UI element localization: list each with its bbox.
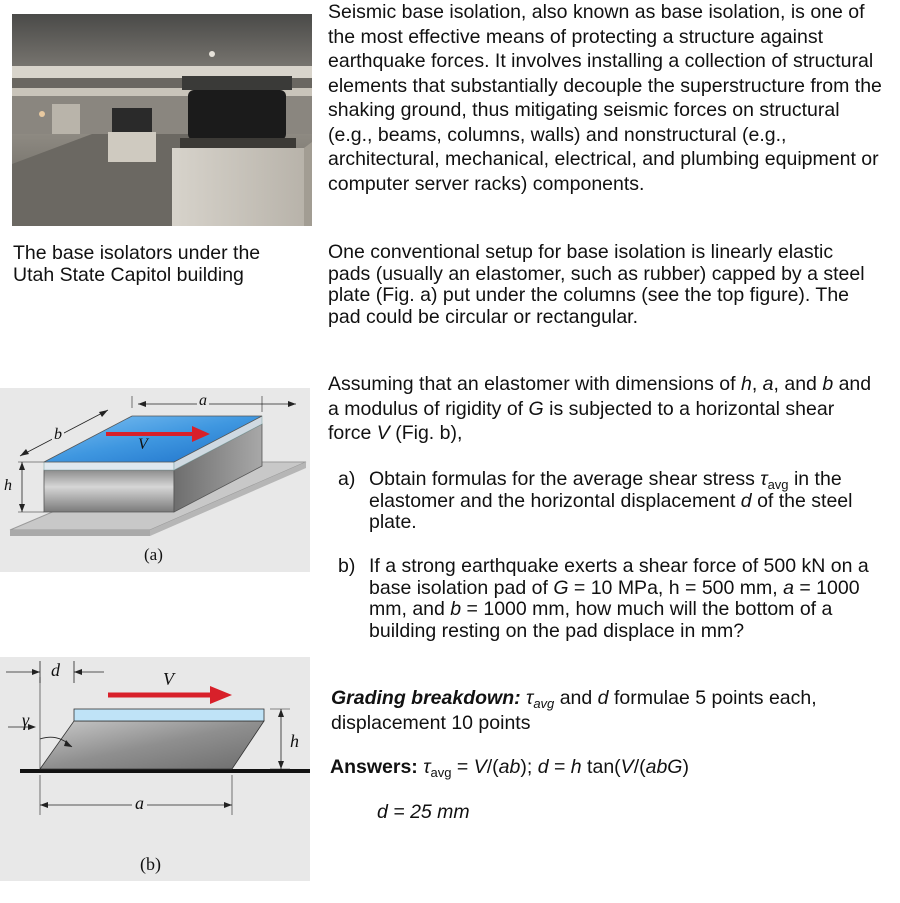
grading-tau: τ	[526, 687, 534, 709]
intro-paragraph: Seismic base isolation, also known as base isolation, is one of the most effective means of protecting a structure against earthquake forces. It involves installing a collection of structural elements that substantially decouple the superstructure from the shaking ground, thus mitigating seismic forces on structural (e.g., beams, columns, walls) and nonstructural (e.g., architectural, mechanical, electrical, and plumbing equipment or computer server racks) components.	[328, 1, 882, 195]
answers-V: V	[473, 756, 487, 778]
grading-paragraph	[331, 686, 891, 735]
pad-front	[44, 470, 174, 512]
answers-h: h	[570, 756, 582, 778]
qb-G: G	[553, 576, 569, 599]
fig-b-label-gamma: γ	[22, 710, 30, 730]
qb-text-3: = 1000 mm, and	[369, 576, 860, 620]
qb-text-2: = 10 MPa, h = 500 mm,	[568, 576, 784, 599]
answers-tan: tan(	[581, 756, 621, 778]
steel-plate-b	[74, 709, 264, 721]
figure-b	[0, 657, 310, 881]
answers-V2: V	[620, 756, 634, 778]
fig-a-label-a: a	[199, 392, 207, 409]
fig-b-caption: (b)	[140, 854, 161, 874]
fig-b-label-h: h	[290, 731, 299, 751]
grading-and: and	[554, 687, 598, 709]
assume-a: a	[762, 373, 774, 395]
photo-caption: The base isolators under the Utah State Capitol building	[13, 242, 261, 286]
pad-deformed	[40, 721, 264, 769]
answers-line	[330, 755, 890, 780]
assumption-paragraph	[328, 372, 873, 446]
assume-text-2: ,	[751, 373, 763, 395]
isolator-photo	[12, 14, 312, 226]
fig-b-label-d: d	[51, 660, 60, 680]
question-a-marker: a)	[338, 468, 356, 490]
assume-text-4: and a modulus of rigidity of	[328, 373, 872, 420]
assume-text-5: is subjected to a horizontal shear force	[328, 397, 835, 444]
grading-rest: formulae 5 points each, displacement 10 points	[331, 687, 817, 734]
ground-line	[20, 769, 310, 773]
qa-text-2: in the elastomer and the horizontal displacement	[369, 468, 842, 512]
assume-text-6: (Fig. b),	[389, 422, 463, 444]
answers-tau: τ	[423, 756, 431, 778]
answers-ab: ab	[498, 756, 521, 778]
answers-eq1: =	[451, 756, 474, 778]
answers-abG: abG	[645, 756, 683, 778]
fig-b-label-a: a	[132, 793, 147, 814]
answers-eq2: =	[548, 756, 571, 778]
answers-semi: );	[520, 756, 538, 778]
qa-avg: avg	[767, 477, 789, 492]
qb-text-4: = 1000 mm, how much will the bottom of a building resting on the pad displace in mm?	[369, 598, 833, 642]
qb-text-1: If a strong earthquake exerts a shear force of 500 kN on a base isolation pad of	[369, 555, 869, 599]
question-a-text	[369, 469, 874, 534]
fig-a-label-V: V	[138, 436, 148, 453]
assume-G: G	[528, 397, 544, 420]
answers-label: Answers:	[330, 756, 418, 778]
fig-a-label-b: b	[54, 426, 62, 443]
grading-label: Grading breakdown:	[331, 687, 521, 709]
question-b-text	[369, 556, 874, 642]
fig-b-label-V: V	[163, 669, 174, 689]
shear-arrow-b	[210, 686, 232, 704]
answers-d: d	[537, 756, 549, 778]
fig-a-caption: (a)	[144, 545, 163, 564]
answer-displacement: d = 25 mm	[377, 801, 470, 823]
assume-text-3: , and	[773, 373, 823, 395]
answers-slash: /(	[486, 756, 499, 778]
answers-slash2: /(	[633, 756, 646, 778]
grading-avg: avg	[533, 696, 555, 711]
fig-a-label-h: h	[4, 477, 12, 494]
assume-b: b	[822, 373, 834, 395]
setup-paragraph: One conventional setup for base isolation is linearly elastic pads (usually an elastomer, such as rubber) capped by a steel plate (Fig. a) put under the columns (see the top figure). The pad could be circular or rectangular.	[328, 241, 865, 328]
assume-V: V	[376, 422, 390, 444]
qa-text-1: Obtain formulas for the average shear stress	[369, 468, 761, 490]
question-b-marker: b)	[338, 555, 356, 577]
assume-text-1: Assuming that an elastomer with dimensions of	[328, 373, 741, 395]
figure-a	[0, 388, 310, 572]
answers-avg: avg	[430, 765, 452, 780]
answers-close: )	[682, 756, 689, 778]
qa-text-3: of the steel plate.	[369, 489, 853, 533]
qb-a: a	[783, 576, 794, 599]
qa-tau: τ	[760, 468, 768, 490]
qb-b: b	[450, 598, 462, 620]
qa-d: d	[740, 489, 752, 512]
assume-h: h	[740, 373, 752, 395]
grading-d: d	[597, 687, 609, 709]
